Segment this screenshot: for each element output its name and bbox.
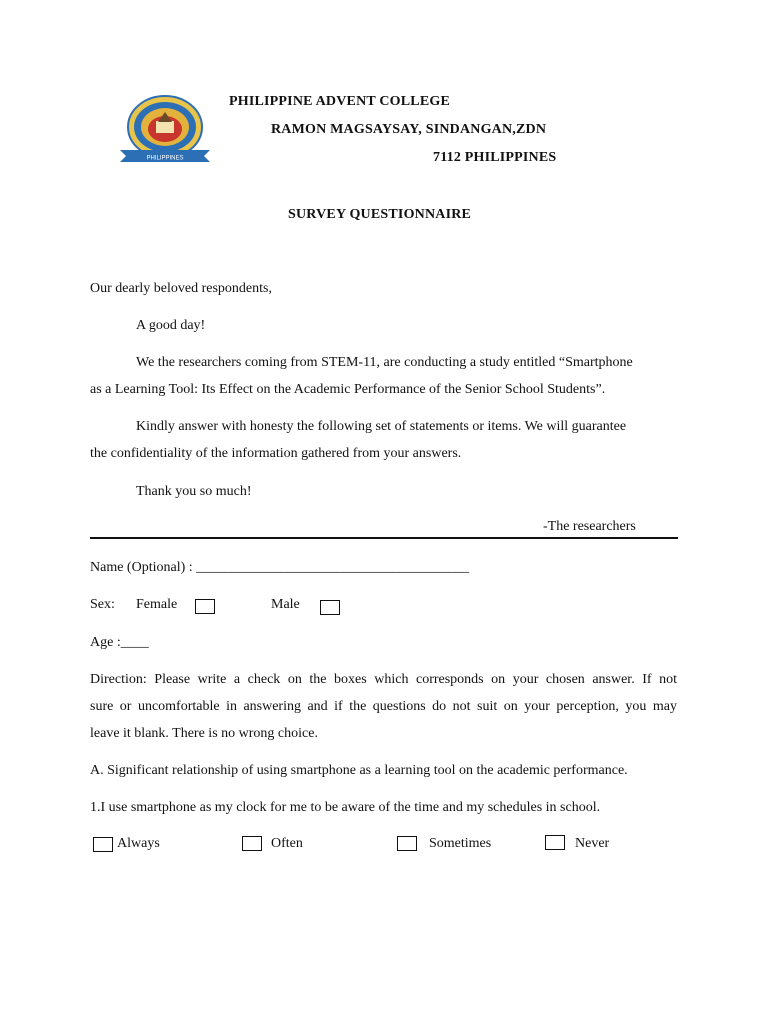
- age-field[interactable]: Age :____: [90, 635, 149, 650]
- male-checkbox[interactable]: [320, 600, 340, 615]
- intro-line-2: as a Learning Tool: Its Effect on the Academic Performance of the Senior School Students”.: [90, 382, 606, 397]
- direction-line-1: Direction: Please write a check on the boxes which corresponds on your chosen answer. If not: [90, 672, 677, 687]
- request-line-2: the confidentiality of the information gathered from your answers.: [90, 446, 462, 461]
- svg-text:PHILIPPINES: PHILIPPINES: [146, 155, 184, 162]
- separator-line: [90, 537, 678, 539]
- salutation: Our dearly beloved respondents,: [90, 281, 272, 296]
- direction-line-3: leave it blank. There is no wrong choice.: [90, 726, 318, 741]
- college-postal: 7112 PHILIPPINES: [433, 150, 557, 165]
- female-label: Female: [136, 597, 178, 612]
- option-always-label: Always: [117, 836, 160, 851]
- signature: -The researchers: [543, 519, 636, 534]
- option-always-checkbox[interactable]: [93, 837, 113, 852]
- college-seal-logo: [112, 93, 218, 165]
- greeting: A good day!: [136, 318, 206, 333]
- direction-line-2: sure or uncomfortable in answering and if the questions do not suit on your perception, you may: [90, 699, 677, 714]
- option-often-label: Often: [271, 836, 303, 851]
- college-address: RAMON MAGSAYSAY, SINDANGAN,ZDN: [271, 122, 547, 137]
- question-1: 1.I use smartphone as my clock for me to be aware of the time and my schedules in school.: [90, 800, 601, 815]
- option-sometimes-checkbox[interactable]: [397, 836, 417, 851]
- female-checkbox[interactable]: [195, 599, 215, 614]
- name-blank[interactable]: _______________________________________: [196, 560, 470, 575]
- request-line-1: Kindly answer with honesty the following set of statements or items. We will guarantee: [136, 419, 627, 434]
- option-sometimes-label: Sometimes: [429, 836, 492, 851]
- thanks-line: Thank you so much!: [136, 484, 252, 499]
- college-name: PHILIPPINE ADVENT COLLEGE: [229, 94, 451, 109]
- intro-line-1: We the researchers coming from STEM-11, are conducting a study entitled “Smartphone: [136, 355, 633, 370]
- document-title: SURVEY QUESTIONNAIRE: [288, 207, 472, 222]
- option-never-checkbox[interactable]: [545, 835, 565, 850]
- sex-label: Sex:: [90, 597, 115, 612]
- section-a-heading: A. Significant relationship of using smartphone as a learning tool on the academic performance.: [90, 763, 628, 778]
- name-label: Name (Optional) :: [90, 560, 197, 575]
- name-field[interactable]: [90, 561, 469, 575]
- option-often-checkbox[interactable]: [242, 836, 262, 851]
- male-label: Male: [271, 597, 300, 612]
- option-never-label: Never: [575, 836, 610, 851]
